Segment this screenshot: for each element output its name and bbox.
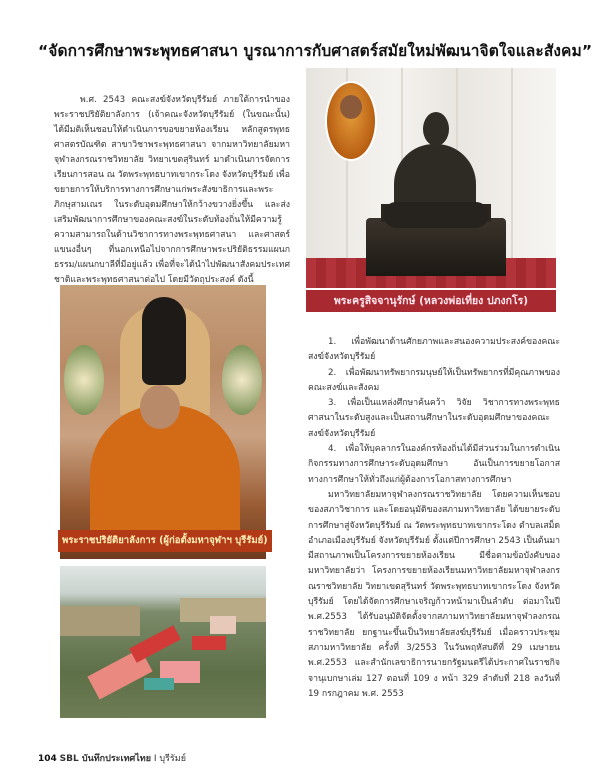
publication-brand: SBL บันทึกประเทศไทย xyxy=(59,754,151,764)
abbot-photo-caption: พระครูสิจจานุรักษ์ (หลวงพ่อเที่ยง ปภงกโร) xyxy=(306,290,556,312)
objective-item: 4. เพื่อให้บุคลากรในองค์กรท้องถิ่นได้มีส่วนร่วมในการดำเนินกิจกรรมทางการศึกษาระดับอุดมศึกษา อันเป็นการขยายโอกาสทางการศึกษาให้ทั่วถึงแก่ผู้ต้องการโอกาสทางการศึกษา xyxy=(308,444,560,485)
objective-item: 3. เพื่อเป็นแหล่งศึกษาค้นคว้า วิจัย วิชาการทางพระพุทธศาสนาในระดับสูงและเป็นสถานศึกษาในระดับอุดมศึกษาของคณะสงฆ์จังหวัดบุรีรัมย์ xyxy=(308,398,560,439)
abbot-portrait-inset xyxy=(325,81,377,161)
history-paragraph: มหาวิทยาลัยมหาจุฬาลงกรณราชวิทยาลัย โดยความเห็นชอบของสภาวิชาการ และโดยอนุมัติของสภามหาวิทยาลัย ได้ขยายระดับการศึกษาสู่จังหวัดบุรีรัมย์ ณ วัดพระพุทธบาทเขากระโดง ตำบลเสม็ด อำเภอเมืองบุรีรัมย์ จังหวัดบุรีรัมย์ ตั้งแต่ปีการศึกษา 2543 เป็นต้นมา มีสถานภาพเป็นโครงการขยายห้องเรียน มีชื่อตามข้อบังคับของมหาวิทยาลัยว่า โครงการขยายห้องเรียนมหาวิทยาลัยมหาจุฬาลงกรณราชวิทยาลัย วิทยาเขตสุรินทร์ วัดพระพุทธบาทเขากระโดง จังหวัดบุรีรัมย์ โดยได้จัดการศึกษาเจริญก้าวหน้ามาเป็นลำดับ ต่อมาในปี พ.ศ.2553 ได้รับอนุมัติจัดตั้งจากสภามหาวิทยาลัยมหาจุฬาลงกรณราชวิทยาลัย ยกฐานะขึ้นเป็นวิทยาลัยสงฆ์บุรีรัมย์ เมื่อคราวประชุมสภามหาวิทยาลัย ครั้งที่ 3/2553 ในวันพฤหัสบดีที่ 29 เมษายน พ.ศ.2553 และสำนักเลขาธิการนายกรัฐมนตรีได้ประกาศในราชกิจจานุเบกษาเล่ม 127 ตอนที่ 109 ง หน้า 329 ลำดับที่ 218 ลงวันที่ 19 กรกฎาคม พ.ศ. 2553 xyxy=(308,489,560,699)
abbot-statue-photo xyxy=(306,68,556,288)
objective-item: 1. เพื่อพัฒนาด้านศักยภาพและสนองความประสงค์ของคณะสงฆ์จังหวัดบุรีรัมย์ xyxy=(308,337,560,363)
footer-separator: I xyxy=(153,754,157,764)
objective-item: 2. เพื่อพัฒนาทรัพยากรมนุษย์ให้เป็นทรัพยากรที่มีคุณภาพของคณะสงฆ์และสังคม xyxy=(308,367,560,393)
founder-monk-photo xyxy=(60,285,266,559)
objectives-column xyxy=(308,335,560,702)
page-headline: “จัดการศึกษาพระพุทธศาสนา บูรณาการกับศาสตร์สมัยใหม่พัฒนาจิตใจและสังคม” xyxy=(38,42,593,60)
objectives-list xyxy=(308,335,560,488)
campus-aerial-photo xyxy=(60,566,266,718)
page-footer xyxy=(38,751,186,765)
footer-province: บุรีรัมย์ xyxy=(159,754,186,764)
intro-paragraph: พ.ศ. 2543 คณะสงฆ์จังหวัดบุรีรัมย์ ภายใต้การนำของพระราชปริยัติยาลังการ (เจ้าคณะจังหวัดบุรีรัมย์ (ในขณะนั้น) ได้มีมติเห็นชอบให้ดำเนินการขอขยายห้องเรียน หลักสูตรพุทธศาสตรบัณฑิต สาขาวิชาพระพุทธศาสนา จากมหาวิทยาลัยมหาจุฬาลงกรณราชวิทยาลัย วิทยาเขตสุรินทร์ มาดำเนินการจัดการเรียนการสอน ณ วัดพระพุทธบาทเขากระโดง จังหวัดบุรีรัมย์ เพื่อขยายการให้บริการทางการศึกษาแก่พระสังฆาธิการและพระภิกษุสามเณร ในระดับอุดมศึกษาให้กว้างขวางยิ่งขึ้น และส่งเสริมพัฒนาการศึกษาของคณะสงฆ์ในระดับท้องถิ่นให้มีความรู้ความสามารถในด้านวิชาการทางพระพุทธศาสนา และศาสตร์แขนงอื่นๆ ที่นอกเหนือไปจากการศึกษาพระปริยัติธรรมแผนกธรรม/แผนกบาลีที่มีอยู่แล้ว เพื่อที่จะได้นำไปพัฒนาสังคมประเทศชาติและพระพุทธศาสนาต่อไป โดยมีวัตถุประสงค์ ดังนี้ xyxy=(54,95,290,285)
intro-column xyxy=(54,93,290,288)
page-number: 104 xyxy=(38,754,57,764)
founder-photo-caption: พระราชปริยัติยาลังการ (ผู้ก่อตั้งมหาจุฬาฯ บุรีรัมย์) xyxy=(58,530,272,552)
